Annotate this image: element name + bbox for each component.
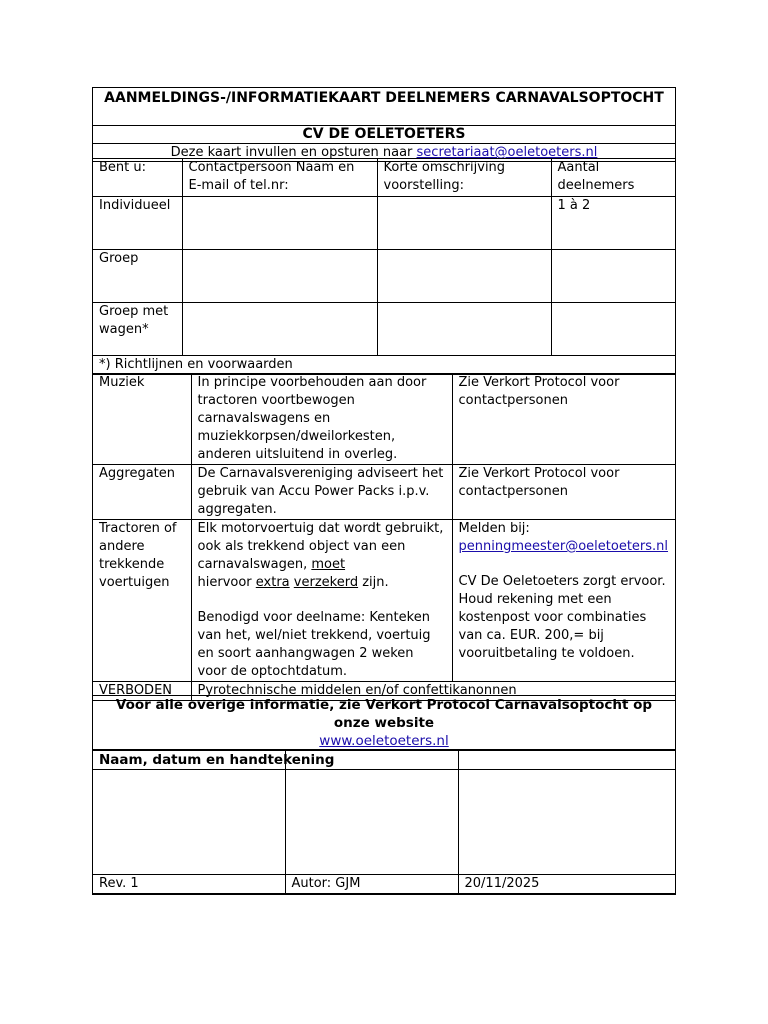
table-row: [93, 465, 675, 520]
table-row: [93, 196, 675, 249]
table-row: [93, 520, 675, 682]
guideline-text-muziek: In principe voorbehouden aan door tractoren voortbewogen carnavalswagens en muziekkorpsen/dweilorkesten, anderen uitsluitend in overleg.: [191, 374, 452, 465]
contact-field-groep-met-wagen[interactable]: [182, 302, 377, 355]
description-field-individueel[interactable]: [377, 196, 551, 249]
verzekerd-emphasis: verzekerd: [293, 575, 359, 590]
instruction-text: Deze kaart invullen en opsturen naar: [170, 145, 417, 160]
signature-title: Naam, datum en handtekening: [93, 751, 675, 770]
guideline-label-verboden: VERBODEN: [93, 682, 191, 701]
col-header-participants: Aantal deelnemers: [551, 159, 675, 196]
guidelines-title: *) Richtlijnen en voorwaarden: [93, 355, 675, 374]
footer-info-cell: [93, 696, 675, 751]
registration-table: [92, 158, 676, 375]
guideline-note-muziek: Zie Verkort Protocol voor contactpersonen: [452, 374, 675, 465]
guideline-note-aggregaten: Zie Verkort Protocol voor contactpersonen: [452, 465, 675, 520]
guideline-text-verboden: Pyrotechnische middelen en/of confettikanonnen: [191, 682, 675, 701]
row-label-groep-met-wagen: Groep met wagen*: [93, 302, 182, 355]
signature-name-field[interactable]: [93, 750, 285, 874]
description-field-groep[interactable]: [377, 249, 551, 302]
description-field-groep-met-wagen[interactable]: [377, 302, 551, 355]
tractoren-cost-note: CV De Oeletoeters zorgt ervoor. Houd rekening met een kostenpost voor combinaties van ca. EUR. 200,= bij vooruitbetaling te voldoen.: [458, 574, 666, 661]
signature-date-field[interactable]: [285, 750, 458, 874]
participants-individueel[interactable]: 1 à 2: [551, 196, 675, 249]
guideline-label-aggregaten: Aggregaten: [93, 465, 191, 520]
guideline-label-tractoren: Tractoren of andere trekkende voertuigen: [93, 520, 191, 682]
col-header-description: Korte omschrijving voorstelling:: [377, 159, 551, 196]
contact-field-groep[interactable]: [182, 249, 377, 302]
melden-label: Melden bij:: [458, 521, 530, 536]
guideline-text-tractoren: [191, 520, 452, 682]
col-header-type: Bent u:: [93, 159, 182, 196]
guideline-text-aggregaten: De Carnavalsvereniging adviseert het gebruik van Accu Power Packs i.p.v. aggregaten.: [191, 465, 452, 520]
moet-emphasis: moet: [311, 557, 346, 572]
row-label-groep: Groep: [93, 249, 182, 302]
participants-groep[interactable]: [551, 249, 675, 302]
date-label: 20/11/2025: [458, 874, 675, 893]
signature-block: [92, 749, 676, 895]
revision-label: Rev. 1: [93, 874, 285, 893]
signature-sign-field[interactable]: [458, 750, 675, 874]
guidelines-table: [92, 373, 676, 701]
guideline-label-muziek: Muziek: [93, 374, 191, 465]
footer-info-text: Voor alle overige informatie, zie Verkort Protocol Carnavalsoptocht op onze website: [115, 697, 653, 731]
hiervoor-text: hiervoor: [197, 575, 252, 590]
form-title: AANMELDINGS-/INFORMATIEKAART DEELNEMERS CARNAVALSOPTOCHT: [93, 88, 675, 126]
contact-field-individueel[interactable]: [182, 196, 377, 249]
website-link[interactable]: www.oeletoeters.nl: [319, 733, 449, 749]
secretary-email-link[interactable]: secretariaat@oeletoeters.nl: [416, 145, 598, 160]
participants-groep-met-wagen[interactable]: [551, 302, 675, 355]
table-row: [93, 302, 675, 355]
tractoren-text-1: Elk motorvoertuig dat wordt gebruikt, ook als trekkend object van een carnavalswagen,: [197, 521, 444, 572]
table-row: [93, 249, 675, 302]
table-row: [93, 374, 675, 465]
row-label-individueel: Individueel: [93, 196, 182, 249]
author-label: Autor: GJM: [285, 874, 458, 893]
col-header-contact: Contactpersoon Naam en E-mail of tel.nr:: [182, 159, 377, 196]
guideline-note-tractoren: [452, 520, 675, 682]
extra-emphasis: extra: [255, 575, 290, 590]
org-name: CV DE OELETOETERS: [93, 126, 675, 144]
tractoren-text-2: Benodigd voor deelname: Kenteken van het, wel/niet trekkend, voertuig en soort aanhangwagen 2 weken voor de optochtdatum.: [197, 610, 431, 679]
zijn-text: zijn.: [362, 575, 389, 590]
form-header: [92, 87, 676, 162]
treasurer-email-link[interactable]: penningmeester@oeletoeters.nl: [458, 539, 669, 554]
